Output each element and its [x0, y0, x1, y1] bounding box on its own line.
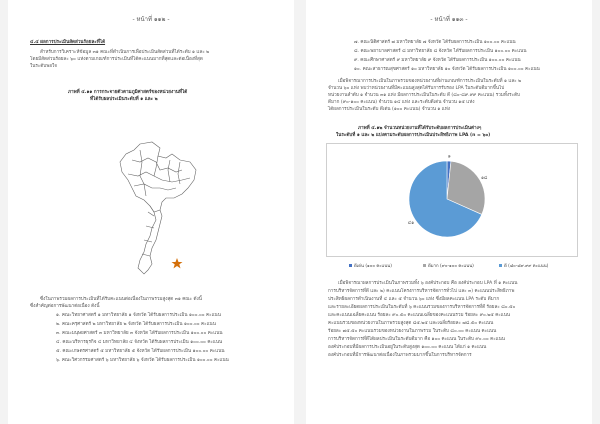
list-item: ๑. คณะวิทยาศาสตร์ ๑ มหาวิทยาลัย ๑ จังหวัด ได้รับผลการประเมิน ๑๐๐.๐๐ คะแนน — [56, 313, 221, 318]
legend-label: ดีมาก (๙๐-๑๐๐ คะแนน) — [428, 264, 474, 269]
legend-item — [349, 264, 392, 269]
body-line: เมื่อพิจารณาผลการประเมินในภาพรวมทั้ง ๖ องค์ประกอบ คือ องค์ประกอบ LPA ที่ ๑ คะแนน — [338, 281, 518, 286]
list-item: ๓. คณะมนุษยศาสตร์ ๓ มหาวิทยาลัย ๓ จังหวัด ได้รับผลการประเมิน ๑๐๐.๐๐ คะแนน — [56, 331, 223, 336]
list-item: ๕. คณะเกษตรศาสตร์ ๕ มหาวิทยาลัย ๕ จังหวัด ได้รับผลการประเมิน ๑๐๐.๐๐ คะแนน — [56, 349, 225, 354]
body-line: เมื่อพิจารณาการประเมินในภาพรวมของหน่วยงานที่ผ่านเกณฑ์การประเมินในระดับที่ ๑ และ ๒ — [338, 79, 522, 84]
legend-item — [423, 264, 474, 269]
body-line: องค์ประกอบที่มีการพัฒนาต่อเนื่องในภาพรวมมากขึ้นในการบริหารจัดการ — [328, 353, 472, 358]
body-line: หน่วยงานลำดับ ๑ จำนวน ๓๑ แห่ง มีผลการประเมินในระดับ ดี (๘๐-๘๙.๙๙ คะแนน) รวมทั้งระดับ — [328, 93, 520, 98]
body-line: ซึ่งในภาพรวมผลการประเมินที่ได้รับคะแนนต่อเนื่องในภาพรวมสูงสุด ๓๑ คณะ ดังนี้ — [40, 297, 202, 302]
page-number: - หน้าที่ ๑๑๓ - — [430, 16, 468, 23]
body-line: การบริหารจัดการที่ดีได้ผลประเมินในระดับดีมาก คือ ๑๐๐ คะแนน ในระดับ ๙๐.๐๐ คะแนน — [328, 337, 505, 342]
list-item: ๖. คณะวิศวกรรมศาสตร์ ๖ มหาวิทยาลัย ๖ จังหวัด ได้รับผลการประเมิน ๑๐๐.๐๐ คะแนน — [56, 358, 229, 363]
data-label: ๔๑ — [407, 220, 415, 226]
right-page — [306, 0, 592, 424]
body-line: ดีมาก (๙๐-๑๐๐ คะแนน) จำนวน ๑๔ แห่ง และระดับดีเด่น จำนวน ๑๕ แห่ง — [328, 100, 475, 105]
list-item: ๑๐. คณะสาธารณสุขศาสตร์ ๑๐ มหาวิทยาลัย ๑๐ จังหวัด ได้รับผลการประเมิน ๑๐๐.๐๐ คะแนน — [354, 67, 540, 72]
section-heading: ๔.๔ ผลการประเมินสัดส่วนร้อยละที่ได้ — [30, 40, 106, 45]
data-label: ๑๘ — [481, 176, 488, 181]
page-number: - หน้าที่ ๑๑๒ - — [132, 16, 170, 23]
list-item: ๗. คณะนิติศาสตร์ ๗ มหาวิทยาลัย ๗ จังหวัด ได้รับผลการประเมิน ๑๐๐.๐๐ คะแนน — [354, 40, 516, 45]
data-label: ๑ — [447, 154, 451, 160]
legend-swatch — [423, 264, 426, 267]
thailand-map — [110, 140, 200, 278]
list-item: ๘. คณะพยาบาลศาสตร์ ๘ มหาวิทยาลัย ๘ จังหวัด ได้รับผลการประเมิน ๑๐๐.๐๐ คะแนน — [354, 49, 527, 54]
list-item: ๒. คณะครุศาสตร์ ๒ มหาวิทยาลัย ๒ จังหวัด ได้รับผลการประเมิน ๑๐๐.๐๐ คะแนน — [56, 322, 216, 327]
legend-label: ดีเด่น (๑๐๐ คะแนน) — [354, 264, 392, 269]
chart-title: ในระดับที่ ๑ และ ๒ แบ่งตามระดับผลการประเมินประสิทธิภาพ LPA (n = ๖๐) — [336, 133, 491, 138]
body-line: และคะแนนเฉลี่ยคะแนน ร้อยละ ๙๐.๕๐ คะแนนเฉลี่ยของคะแนนรวม ร้อยละ ๙๐.๒๕ คะแนน — [328, 313, 510, 318]
list-item: ๔. คณะบริหารธุรกิจ ๔ มหาวิทยาลัย ๔ จังหวัด ได้รับผลการประเมิน ๑๐๐.๐๐ คะแนน — [56, 340, 223, 345]
body-line: ได้ผลการประเมินในระดับ ดีเด่น (๑๐๐ คะแนน) จำนวน ๑ แห่ง — [328, 107, 451, 112]
star-marker-icon — [172, 258, 183, 268]
left-page — [8, 0, 294, 424]
legend-item — [499, 264, 548, 269]
map-caption: ภาพที่ ๔.๑๑ การกระจายตัวตามภูมิศาสตร์ของหน่วยงานที่ได้ — [68, 90, 188, 95]
chart-title: ภาพที่ ๔.๑๒ จำนวนหน่วยงานที่ได้รับระดับผลการประเมินต่างๆ — [358, 126, 482, 131]
legend-label: ดี (๘๐-๘๙.๙๙ คะแนน) — [504, 264, 549, 269]
body-line: ร้อยละ ๗๕.๕๐ คะแนนรวมของหน่วยงานในภาพรวม ในระดับ ๘๐.๐๐ คะแนน คะแนน — [328, 329, 497, 334]
body-line: และรายละเอียดผลการประเมินในระดับที่ ๖ คะแนนรวมของการบริหารจัดการที่ดี ร้อยละ ๘๐.๕๐ — [328, 305, 516, 310]
legend-swatch — [349, 264, 352, 267]
intro-line: สำหรับการวิเคราะห์ข้อมูล ๓๑ คณะที่ดำเนินการเพื่อประเมินสัดส่วนที่ได้ระดับ ๑ และ ๒ — [40, 50, 210, 55]
legend-swatch — [499, 264, 502, 267]
body-line: คะแนนรวมของหน่วยงานในภาพรวมสูงสุด ๘๕.๒๕ และเฉลี่ยร้อยละ ๗๘.๕๐ คะแนน — [328, 321, 494, 326]
pie-chart — [392, 154, 502, 240]
chart-legend — [331, 264, 571, 272]
intro-line: ในระดับพอใจ — [30, 64, 57, 69]
list-item: ๙. คณะศึกษาศาสตร์ ๙ มหาวิทยาลัย ๙ จังหวัด ได้รับผลการประเมิน ๑๐๐.๐๐ คะแนน — [354, 58, 521, 63]
body-line: องค์ประกอบที่มีผลการประเมินอยู่ในระดับสูงสุด ๑๐๐.๐๐ คะแนน ได้แก่ ๑ คะแนน — [328, 345, 487, 350]
body-line: ประสิทธิผลการดำเนินงานที่ ๔ และ ๕ จำนวน ๖๐ แห่ง ซึ่งมีผลคะแนน LPA ระดับ ดีมาก — [328, 297, 500, 302]
body-line: การบริหารจัดการที่ดี และ ๒) คะแนนโครงการบริหารจัดการทั่วไป และ ๓) คะแนนประสิทธิภาพ — [328, 289, 515, 294]
body-line: จำนวน ๖๐ แห่ง พบว่าหน่วยงานที่มีคะแนนสูงสุดได้รับการรับรอง LPA ในระดับดีมากขึ้นไป — [328, 86, 505, 91]
body-line: ซึ่งสำคัญต่อการพัฒนาต่อเนื่อง ดังนี้ — [30, 304, 100, 309]
map-caption: ที่ได้รับผลประเมินระดับที่ ๑ และ ๒ — [90, 97, 158, 102]
intro-line: โดยมีสัดส่วนร้อยละ ๖๐ แห่งตามเกณฑ์การประเมินที่ได้คะแนนมากที่สุดและต่อเนื่องที่สุด — [30, 57, 203, 62]
